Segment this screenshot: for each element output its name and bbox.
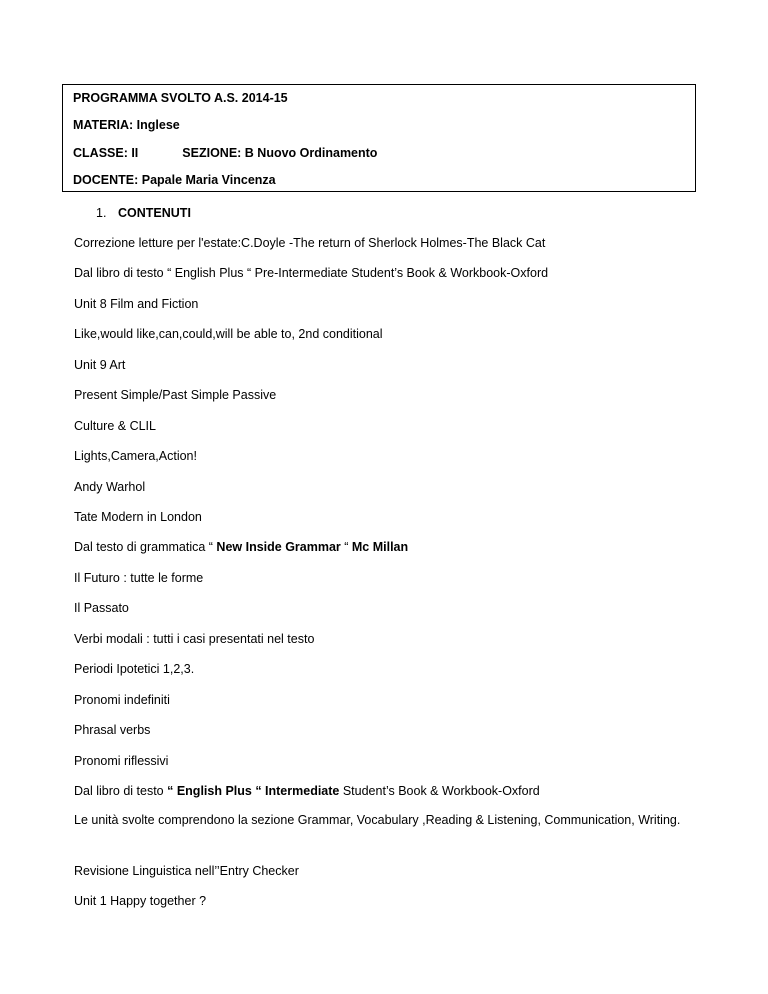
- text-line: Pronomi indefiniti: [74, 693, 170, 707]
- text-line: Andy Warhol: [74, 480, 146, 494]
- text-line: Phrasal verbs: [74, 723, 151, 737]
- sezione-label: SEZIONE: B Nuovo Ordinamento: [182, 146, 378, 160]
- book-title: New Inside Grammar: [216, 540, 341, 554]
- text-line: Il Futuro : tutte le forme: [74, 571, 204, 585]
- docente-line: DOCENTE: Papale Maria Vincenza: [73, 173, 276, 187]
- text-segment: Dal testo di grammatica “: [74, 540, 217, 554]
- text-line: Unit 8 Film and Fiction: [74, 297, 199, 311]
- text-line: Tate Modern in London: [74, 510, 202, 524]
- classe-label: CLASSE: II: [73, 146, 139, 160]
- text-line: Present Simple/Past Simple Passive: [74, 388, 277, 402]
- section-heading-contenuti: [96, 206, 191, 220]
- text-line: Like,would like,can,could,will be able to, 2nd conditional: [74, 327, 383, 341]
- text-line: Revisione Linguistica nell’’Entry Checker: [74, 864, 299, 878]
- text-line: Unit 9 Art: [74, 358, 126, 372]
- text-line: Pronomi riflessivi: [74, 754, 169, 768]
- header-box: [62, 84, 696, 192]
- text-segment: Student’s Book & Workbook-Oxford: [339, 784, 540, 798]
- section-number: 1.: [96, 206, 107, 220]
- textbook-line: [74, 784, 540, 798]
- book-title: “ English Plus “ Intermediate: [167, 784, 340, 798]
- text-paragraph: Le unità svolte comprendono la sezione Grammar, Vocabulary ,Reading & Listening, Communication, Writing.: [74, 813, 681, 827]
- materia-line: MATERIA: Inglese: [73, 118, 180, 132]
- text-line: Il Passato: [74, 601, 129, 615]
- text-line: Lights,Camera,Action!: [74, 449, 197, 463]
- publisher-name: Mc Millan: [351, 540, 409, 554]
- text-line: Culture & CLIL: [74, 419, 156, 433]
- programma-title: PROGRAMMA SVOLTO A.S. 2014-15: [73, 91, 288, 105]
- text-segment: “: [340, 540, 352, 554]
- classe-sezione-line: [73, 146, 377, 160]
- text-line: Periodi Ipotetici 1,2,3.: [74, 662, 195, 676]
- text-segment: Dal libro di testo: [74, 784, 168, 798]
- grammar-book-line: [74, 540, 408, 554]
- section-title: CONTENUTI: [118, 206, 191, 220]
- text-line: Verbi modali : tutti i casi presentati nel testo: [74, 632, 315, 646]
- text-line: Correzione letture per l'estate:C.Doyle -The return of Sherlock Holmes-The Black Cat: [74, 236, 546, 250]
- text-line: Unit 1 Happy together ?: [74, 894, 207, 908]
- text-line: Dal libro di testo “ English Plus “ Pre-Intermediate Student’s Book & Workbook-Oxford: [74, 266, 549, 280]
